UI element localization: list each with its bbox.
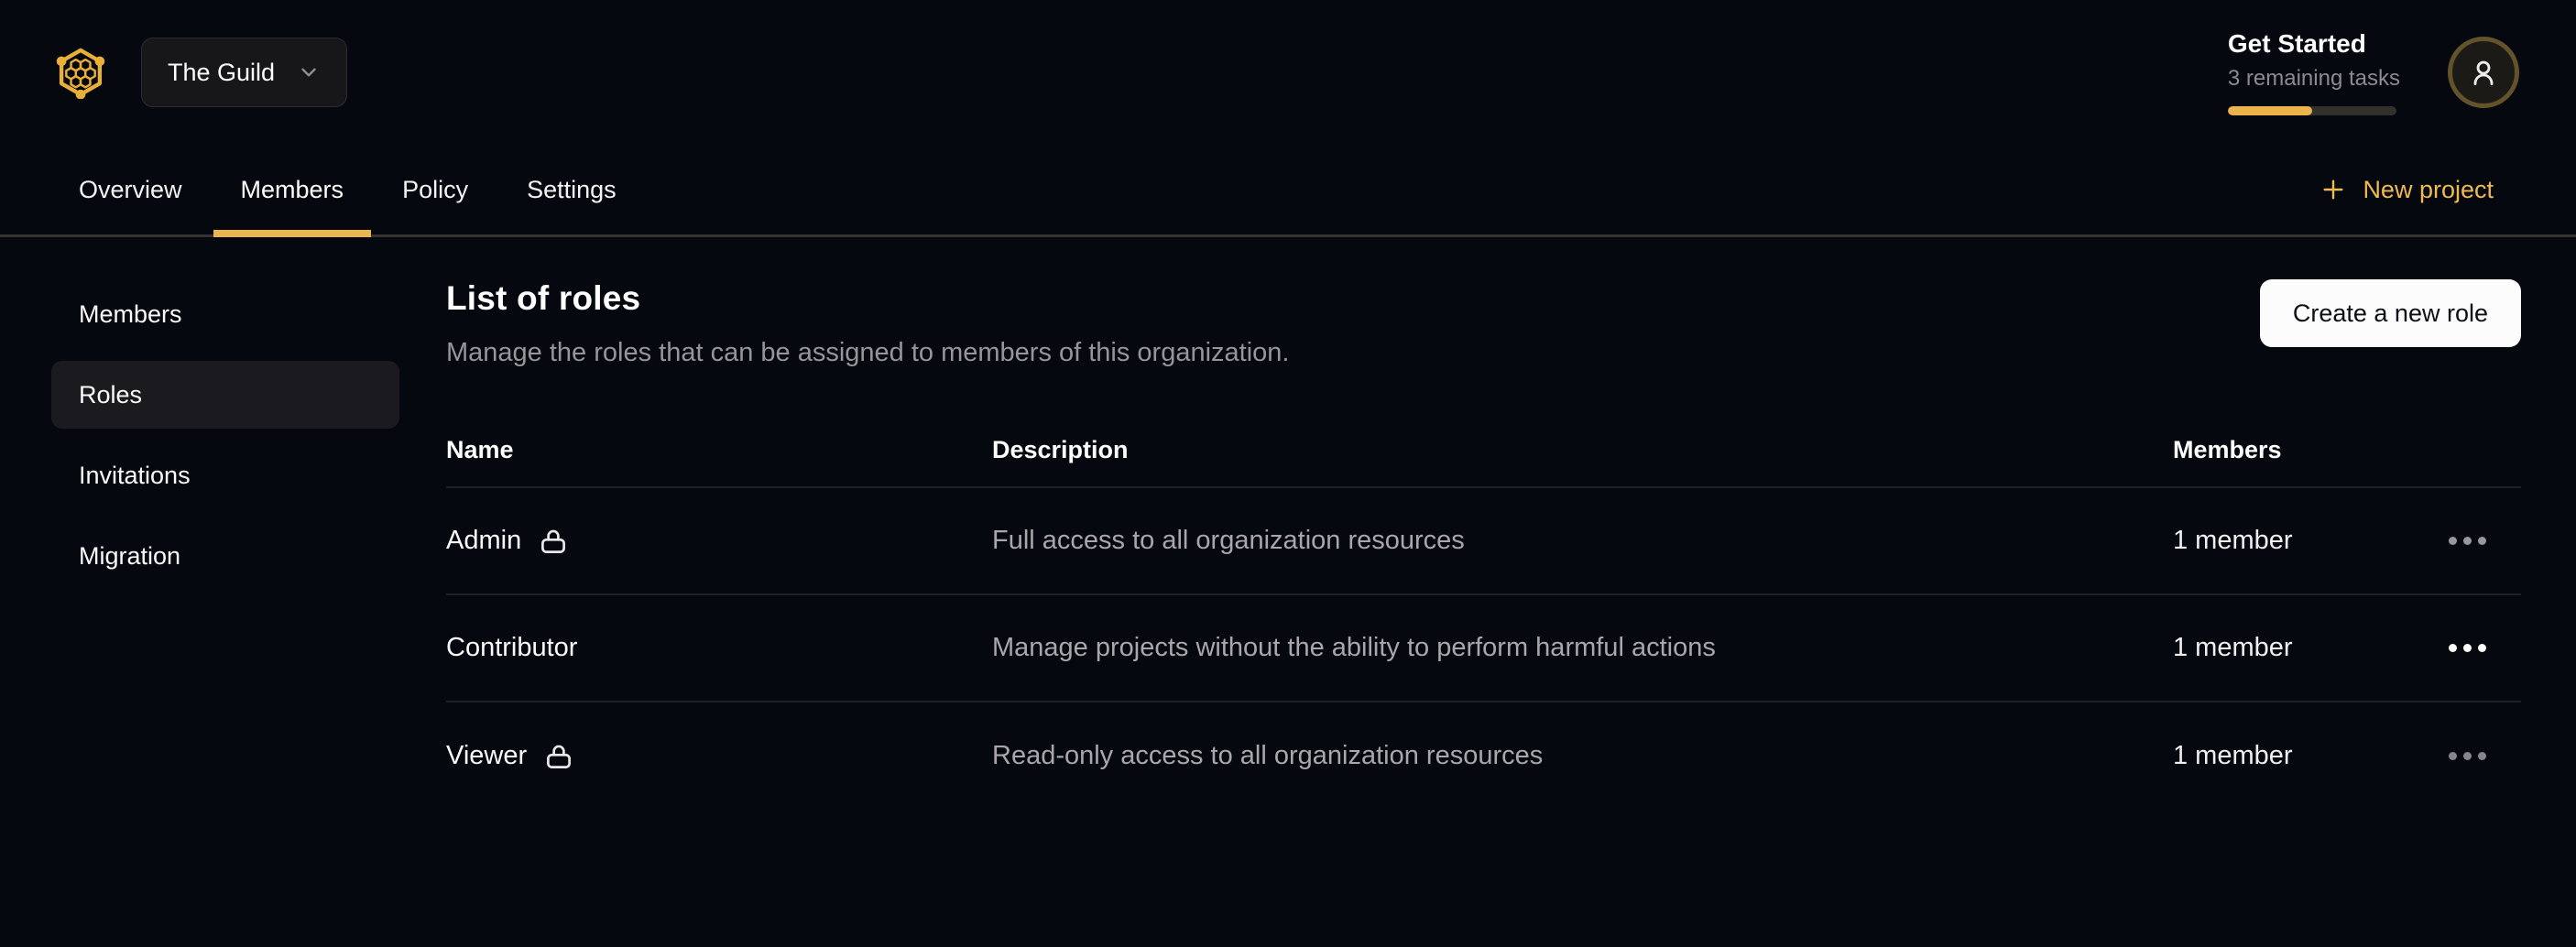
row-menu-button[interactable] (2445, 745, 2490, 767)
org-tabs (0, 145, 2576, 237)
create-role-button[interactable]: Create a new role (2260, 279, 2521, 347)
role-name-cell (446, 633, 992, 663)
role-name: Viewer (446, 741, 528, 770)
hive-logo[interactable] (54, 46, 107, 99)
plus-icon (2319, 175, 2348, 204)
column-header-description: Description (992, 436, 1129, 463)
table-row-contributor (446, 595, 2521, 702)
roles-panel (446, 237, 2576, 810)
column-header-name: Name (446, 436, 514, 463)
lock-icon (538, 526, 569, 557)
sidebar-item-members[interactable]: Members (79, 299, 182, 328)
table-row-viewer (446, 702, 2521, 810)
role-description: Full access to all organization resources (992, 526, 1465, 555)
header-left (54, 38, 347, 107)
user-menu-button[interactable] (2448, 37, 2519, 108)
new-project-button[interactable] (2319, 145, 2494, 234)
app-header (0, 0, 2576, 145)
lock-icon (543, 741, 574, 772)
sidebar-item-migration[interactable]: Migration (79, 541, 181, 570)
sidebar-item-invitations[interactable]: Invitations (79, 461, 191, 489)
new-project-label: New project (2363, 175, 2494, 203)
role-members-count: 1 member (2173, 741, 2293, 770)
header-right (2228, 29, 2519, 115)
org-name: The Guild (168, 58, 276, 86)
sidebar-item-roles[interactable]: Roles (51, 361, 399, 429)
role-description: Manage projects without the ability to perform harmful actions (992, 633, 1716, 662)
row-menu-button[interactable] (2445, 637, 2490, 659)
content (0, 237, 2576, 810)
settings-sidebar (0, 237, 446, 810)
role-actions-cell (2433, 745, 2521, 767)
role-members-count: 1 member (2173, 526, 2293, 555)
role-actions-cell (2433, 529, 2521, 552)
table-header (446, 414, 2521, 488)
roles-panel-header (446, 279, 2521, 368)
get-started-title: Get Started (2227, 29, 2366, 58)
user-icon (2465, 54, 2502, 91)
roles-heading-block (446, 279, 1289, 368)
page-subtitle: Manage the roles that can be assigned to members of this organization. (446, 338, 1290, 367)
get-started-progress-bar (2228, 106, 2396, 115)
role-name: Contributor (446, 633, 578, 662)
get-started-widget[interactable] (2228, 29, 2400, 115)
chevron-down-icon (297, 60, 321, 84)
tab-overview[interactable]: Overview (79, 175, 182, 203)
role-name-cell (446, 741, 992, 772)
tab-policy[interactable]: Policy (402, 175, 469, 203)
row-menu-button[interactable] (2445, 529, 2490, 552)
progress-fill (2228, 106, 2312, 115)
tab-settings[interactable]: Settings (527, 175, 617, 203)
role-actions-cell (2433, 637, 2521, 659)
org-switcher-button[interactable] (141, 38, 347, 107)
role-members-count: 1 member (2173, 633, 2293, 662)
hive-logo-icon (54, 46, 107, 99)
role-name: Admin (446, 526, 522, 555)
column-header-members: Members (2173, 436, 2282, 463)
role-description: Read-only access to all organization resources (992, 741, 1544, 770)
table-row-admin (446, 488, 2521, 595)
page-title: List of roles (446, 279, 641, 317)
roles-table (446, 414, 2521, 810)
role-name-cell (446, 526, 992, 557)
get-started-subtitle: 3 remaining tasks (2227, 66, 2400, 91)
tab-members[interactable]: Members (213, 145, 372, 234)
